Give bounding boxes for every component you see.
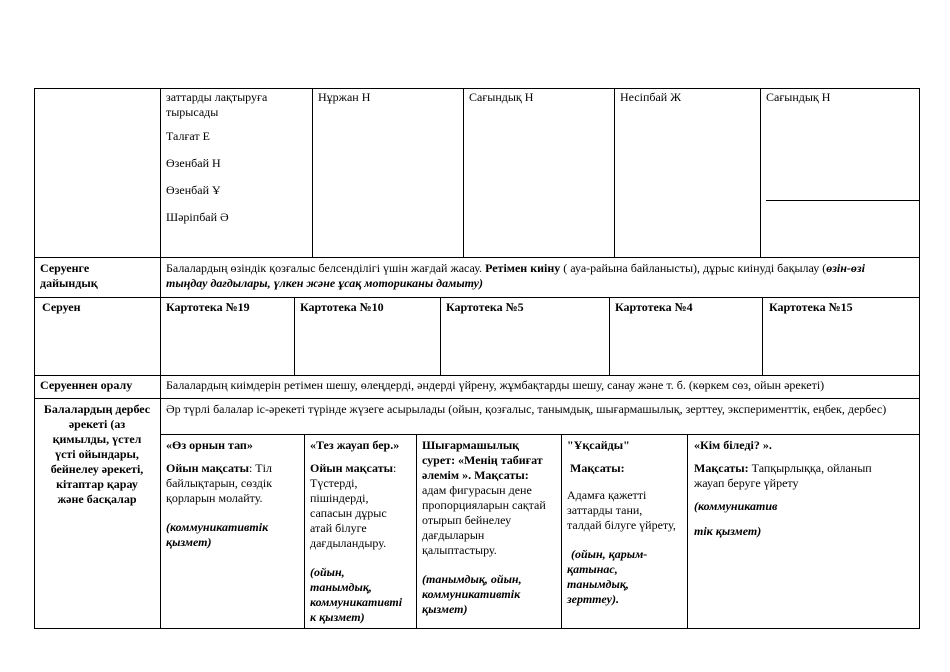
game-tag-line: (ойын, қарым-	[571, 547, 648, 561]
row1-names-cell	[166, 90, 310, 225]
child-name: Талғат Е	[166, 129, 210, 143]
return-label: Серуеннен оралу	[40, 378, 133, 392]
child-name: Өзенбай Ұ	[166, 183, 221, 197]
game-tag-line: (коммуникативтік	[166, 520, 269, 534]
game-body-line: Адамға қажетті	[567, 488, 647, 502]
game-goal	[166, 461, 300, 476]
game-body-line: дағдыландыру.	[310, 536, 387, 550]
game-body-line: қорларын молайту.	[166, 491, 263, 505]
return-text: Балалардың киімдерін ретімен шешу, өлеңдерді, әндерді үйрену, жұмбақтарды шешу, санау және т. б. (көркем сөз, ойын әрекеті)	[166, 378, 825, 392]
game-tag-line: тік қызмет)	[694, 524, 762, 538]
names-line: заттарды лақтыруға	[166, 90, 268, 104]
independent-label	[36, 402, 158, 507]
row1-col2: Нұржан Н	[318, 90, 371, 104]
row1-col4: Несіпбай Ж	[620, 90, 681, 104]
game-tag-line: танымдық,	[310, 580, 372, 594]
child-name: Өзенбай Н	[166, 156, 221, 170]
walk-prep-plain2: ( ауа-райына байланысты), дұрыс киінуді бақылау (	[560, 261, 827, 275]
independent-label-line: қимылды, үстел	[52, 432, 142, 446]
game-tag-line: к қызмет)	[310, 610, 365, 624]
game-tag-line: (коммуникатив	[694, 499, 778, 513]
row1-col5: Сағындық Н	[766, 90, 831, 104]
game-body-line: сапасын дұрыс	[310, 506, 387, 520]
game-tag-line: коммуникативті	[310, 595, 403, 609]
walk-prep-label	[40, 261, 98, 291]
game-title: «Кім біледі? ».	[694, 438, 772, 452]
game-body-line: қалыптастыру.	[422, 543, 497, 557]
game-goal-text: : Тіл	[248, 461, 272, 475]
walk-card: Картотека №5	[446, 300, 524, 314]
game-goal-label: Ойын мақсаты	[166, 461, 249, 475]
game-body-line: байлықтарын, сөздік	[166, 476, 273, 490]
walk-card: Картотека №15	[769, 300, 853, 314]
walk-card: Картотека №19	[166, 300, 250, 314]
game-body-line: талдай білуге үйрету,	[567, 518, 676, 532]
game-body-line: пропорцияларын сақтай	[422, 498, 546, 512]
game-body-line: пішіндерді,	[310, 491, 369, 505]
game-tag-line: қатынас,	[567, 562, 618, 576]
walk-card: Картотека №10	[300, 300, 384, 314]
game-body-line: заттарды тани,	[567, 503, 643, 517]
game-goal-label: Мақсаты:	[570, 461, 625, 475]
game-goal-label: Ойын мақсаты	[310, 461, 393, 475]
independent-label-line: кітаптар қарау	[56, 477, 138, 491]
game-body-line: Түстерді,	[310, 476, 358, 490]
game-title: «Өз орнын тап»	[166, 438, 253, 452]
game-goal	[694, 461, 916, 476]
game-goal	[310, 461, 414, 476]
independent-label-line: үсті ойындары,	[55, 447, 139, 461]
walk-label: Серуен	[42, 300, 81, 314]
game-title-line: сурет: «Менің табиғат	[422, 453, 543, 467]
walk-prep-plain1: Балалардың өзіндік қозғалыс белсенділігі үшін жағдай жасау.	[166, 261, 486, 275]
walk-card: Картотека №4	[615, 300, 693, 314]
game-goal-text: :	[392, 461, 397, 475]
game-tag-line: (танымдық, ойын,	[422, 572, 522, 586]
independent-intro: Әр түрлі балалар іс-әрекеті түрінде жүзеге асырылады (ойын, қозғалыс, танымдық, шығармашылық, зерттеу, эксперименттік, еңбек, дербес)	[166, 402, 887, 416]
game-tag-line: коммуникативтік	[422, 587, 521, 601]
independent-label-line: әрекеті (аз	[68, 417, 126, 431]
game-card-5	[694, 438, 916, 539]
game-body-line: отырып бейнелеу	[422, 513, 512, 527]
row1-col3: Сағындық Н	[469, 90, 534, 104]
game-tag-line: танымдық,	[567, 577, 629, 591]
game-body-line: дағдыларын	[422, 528, 485, 542]
walk-prep-bold: Ретімен киіну	[485, 261, 561, 275]
game-title: «Тез жауап бер.»	[310, 438, 400, 452]
game-body-line: атай білуге	[310, 521, 367, 535]
names-line: тырысады	[166, 105, 219, 119]
walk-prep-bi1: өзін-өзі	[826, 261, 865, 275]
walk-prep-label-line1: Серуенге	[40, 261, 90, 275]
game-body-line: жауап беруге үйрету	[694, 476, 799, 490]
child-name: Шәріпбай Ә	[166, 210, 229, 224]
game-tag-line: зерттеу).	[567, 592, 620, 606]
game-tag-line: қызмет)	[422, 602, 468, 616]
game-tag-line: қызмет)	[166, 535, 212, 549]
game-goal-text: Тапқырлыққа, ойланып	[748, 461, 872, 475]
walk-prep-label-line2: дайындық	[40, 276, 98, 290]
game-title-line: әлемім ». Мақсаты:	[422, 468, 529, 482]
walk-prep-text	[166, 261, 916, 291]
game-goal-label: Мақсаты:	[694, 461, 749, 475]
independent-label-line: бейнелеу әрекеті,	[50, 462, 144, 476]
independent-label-line: Балалардың дербес	[43, 402, 151, 416]
game-card-2	[310, 438, 414, 625]
independent-label-line: және басқалар	[57, 492, 137, 506]
game-card-3	[422, 438, 559, 617]
game-tag-line: (ойын,	[310, 565, 345, 579]
game-title-line: Шығармашылық	[422, 438, 520, 452]
game-body-line: адам фигурасын дене	[422, 483, 532, 497]
game-card-4	[567, 438, 685, 607]
game-card-1	[166, 438, 300, 550]
game-title: "Ұқсайды"	[567, 438, 630, 452]
walk-prep-bi2: тыңдау дағдылары, үлкен және ұсақ моториканы дамыту)	[166, 276, 483, 290]
